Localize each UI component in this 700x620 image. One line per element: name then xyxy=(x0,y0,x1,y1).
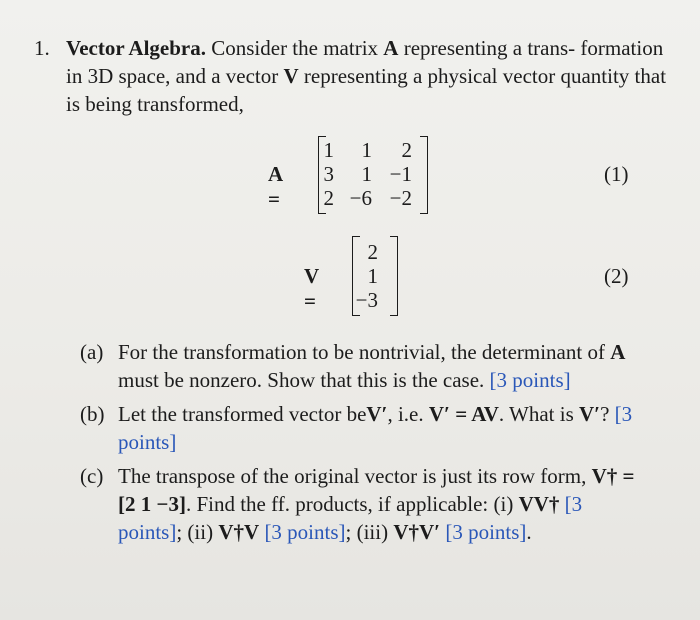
matrix-A-cell: 2 xyxy=(401,138,412,162)
part-b-text-4: ? xyxy=(600,402,610,426)
part-c-points-link-3[interactable]: [3 points] xyxy=(445,520,527,544)
part-c-product-1: VV† xyxy=(518,492,560,516)
part-c-product-3: V†V′ xyxy=(393,520,441,544)
part-b-text-3: . What is xyxy=(498,402,574,426)
matrix-A-cell: −6 xyxy=(349,186,372,210)
part-c-points-link-1[interactable]: [3 points] xyxy=(118,492,583,544)
intro-text-3: representing a physical vector quantity that is being transformed, xyxy=(66,64,667,116)
equation-number-1: (1) xyxy=(604,162,629,186)
matrix-A-label: A = xyxy=(268,162,283,211)
part-b-label: (b) xyxy=(80,402,105,426)
matrix-A-right-bracket xyxy=(420,136,428,214)
matrix-A-cell: 1 xyxy=(323,138,334,162)
part-b-points-link[interactable]: [3 points] xyxy=(118,402,633,454)
symbol-A: A xyxy=(383,36,399,60)
part-b-equation: V′ = AV xyxy=(428,402,499,426)
symbol-V: V xyxy=(283,64,299,88)
part-b-symbol-2: V′ xyxy=(579,402,601,426)
intro-text: Consider the matrix xyxy=(211,36,379,60)
matrix-A-cell: −1 xyxy=(389,162,412,186)
part-c-product-2: V†V xyxy=(218,520,260,544)
part-b-symbol: V′ xyxy=(366,402,388,426)
sub-questions xyxy=(80,338,640,552)
vector-V-right-bracket xyxy=(390,236,398,316)
part-c-label: (c) xyxy=(80,464,104,488)
part-c-roman-ii: ; (ii) xyxy=(176,520,214,544)
part-a xyxy=(80,338,640,394)
part-c-points-link-2[interactable]: [3 points] xyxy=(264,520,346,544)
matrix-A-cell: 2 xyxy=(323,186,334,210)
part-c-transpose-equation: V† = [2 1 −3] xyxy=(118,464,635,516)
matrix-A-cell: 3 xyxy=(323,162,334,186)
part-a-symbol: A xyxy=(610,340,626,364)
problem-text xyxy=(66,34,674,118)
part-c: (c) The transpose of the original vector is just its row form, V† = [2 1 −3]. Find the ff. products, if applicable: (i) VV† [3 points]; (ii) V†V [3 points]; (iii) V†V′ [3 points]. xyxy=(80,464,635,544)
part-b-text-2: , i.e. xyxy=(387,402,424,426)
matrix-A-cell: 1 xyxy=(361,138,372,162)
matrix-A-cell: 1 xyxy=(361,162,372,186)
equation-number-2: (2) xyxy=(604,264,629,288)
part-a-label: (a) xyxy=(80,340,104,364)
intro-text-2: representing a trans- formation in 3D space, and a vector xyxy=(66,36,664,88)
vector-V-cell: 1 xyxy=(367,264,378,288)
part-b-text: Let the transformed vector be xyxy=(118,402,367,426)
matrix-A-cell: −2 xyxy=(389,186,412,210)
problem-number: 1. xyxy=(34,36,50,60)
problem-statement xyxy=(34,34,674,118)
vector-V-label: V = xyxy=(304,264,319,313)
vector-V-cell: −3 xyxy=(355,288,378,312)
part-c-roman-iii: ; (iii) xyxy=(345,520,389,544)
part-a-points-link[interactable]: [3 points] xyxy=(489,368,571,392)
vector-V-cell: 2 xyxy=(367,240,378,264)
part-a-text: For the transformation to be nontrivial, the determinant of xyxy=(118,340,605,364)
part-b xyxy=(80,400,640,456)
problem-title: Vector Algebra. xyxy=(66,36,206,60)
part-a-text-2: must be nonzero. Show that this is the case. xyxy=(118,368,485,392)
part-c-text-2: . Find the ff. products, if applicable: (i) xyxy=(185,492,514,516)
part-c-text: The transpose of the original vector is just its row form, xyxy=(118,464,587,488)
